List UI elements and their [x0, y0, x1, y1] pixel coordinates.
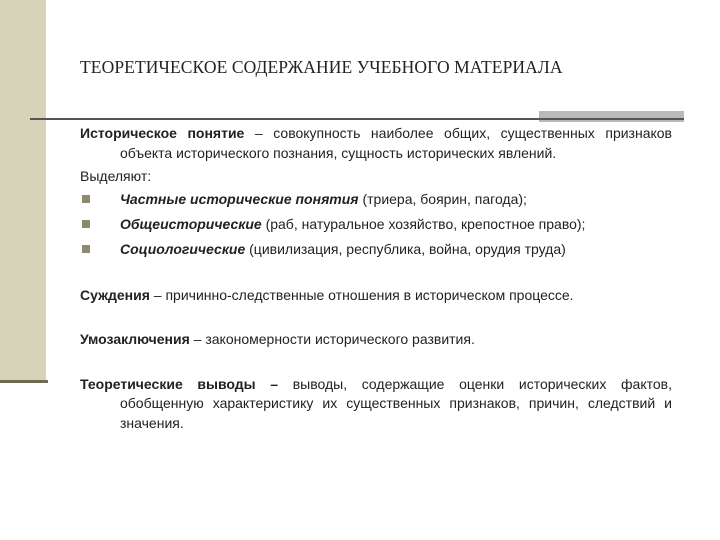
conclusions-paragraph	[80, 330, 672, 350]
square-bullet-icon	[82, 245, 90, 253]
conclusions-text: – закономерности исторического развития.	[189, 331, 475, 347]
list-item	[80, 187, 672, 212]
accent-box	[539, 111, 684, 122]
theoretical-paragraph	[80, 375, 672, 434]
title-divider	[30, 118, 684, 120]
list-item-text: (триера, боярин, пагода);	[358, 190, 527, 207]
slide-content	[80, 124, 672, 433]
list-item-text: (цивилизация, республика, война, орудия труда)	[245, 240, 566, 257]
left-decorative-band	[0, 0, 46, 383]
list-item-text: (раб, натуральное хозяйство, крепостное право);	[261, 215, 586, 232]
list-item-term: Частные исторические понятия	[120, 190, 359, 207]
conclusions-term: Умозаключения	[80, 331, 190, 347]
intro-text: Выделяют:	[80, 168, 152, 184]
theoretical-text: выводы, содержащие оценки исторических фактов, обобщенную характеристику их существенных признаков, причин, следствий и значения.	[120, 375, 672, 431]
square-bullet-icon	[82, 220, 90, 228]
theoretical-term: Теоретические выводы –	[80, 375, 279, 392]
definition-text: – совокупность наиболее общих, существенных признаков объекта исторического познания, сущность исторических явлений.	[120, 125, 672, 161]
left-band-rule	[0, 380, 48, 383]
definition-paragraph	[80, 124, 672, 163]
judgements-text: – причинно-следственные отношения в историческом процессе.	[149, 286, 574, 303]
slide-title: ТЕОРЕТИЧЕСКОЕ СОДЕРЖАНИЕ УЧЕБНОГО МАТЕРИАЛА	[80, 57, 563, 77]
list-item-term: Социологические	[120, 240, 246, 257]
list-item	[80, 212, 672, 237]
judgements-paragraph	[80, 286, 672, 306]
list-item	[80, 237, 672, 262]
list-item-term: Общеисторические	[120, 215, 262, 232]
square-bullet-icon	[82, 195, 90, 203]
definition-term: Историческое понятие	[80, 125, 245, 141]
judgements-term: Суждения	[80, 286, 150, 303]
